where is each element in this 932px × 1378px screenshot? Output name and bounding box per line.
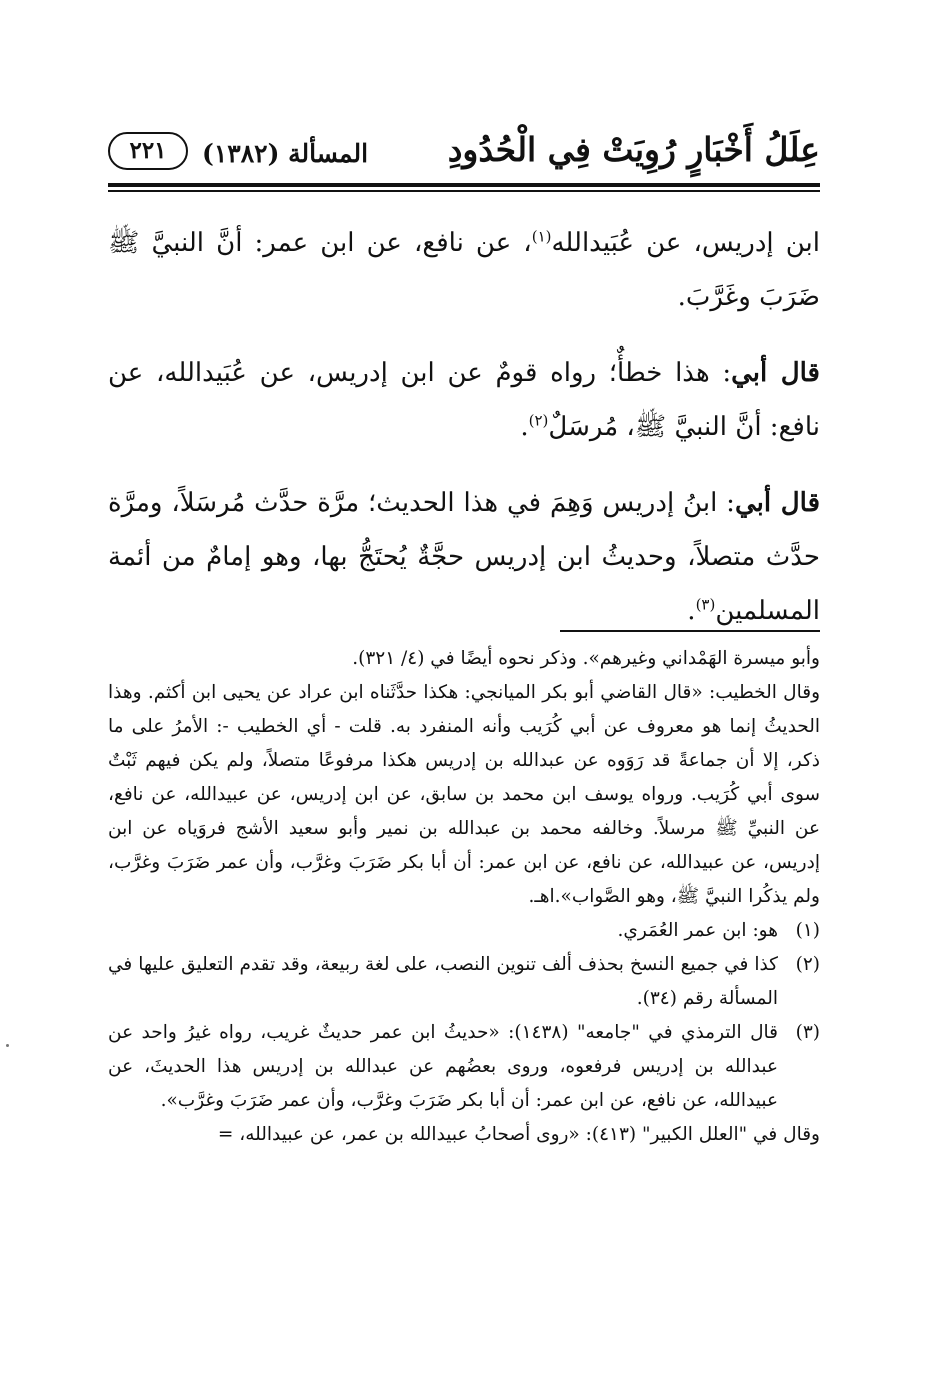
paragraph	[108, 476, 820, 638]
running-header	[108, 128, 820, 178]
speaker-label: قال أبي	[731, 358, 820, 388]
footnote-ref: (٢)	[528, 411, 549, 430]
footnote-ref: (٣)	[695, 595, 716, 614]
paragraph	[108, 216, 820, 324]
issue-label: المسألة (١٣٨٢)	[202, 139, 369, 168]
margin-dot	[6, 1044, 9, 1047]
footnote-continuation: وأبو ميسرة الهَمْداني وغيرهم». وذكر نحوه أيضًا في (٤/ ٣٢١).	[352, 648, 820, 669]
header-rule-thick	[108, 183, 820, 187]
footnote-text: كذا في جميع النسخ بحذف ألف تنوين النصب، على لغة ربيعة، وقد تقدم التعليق عليها في المسألة رقم (٣٤).	[108, 954, 778, 1009]
header-rule-thin	[108, 190, 820, 192]
speaker-label: قال أبي	[734, 488, 820, 518]
footnote-separator	[560, 630, 820, 632]
footnote-item	[108, 914, 820, 948]
paragraph-text: : ابنُ إدريس وَهِمَ في هذا الحديث؛ مرَّة حدَّث مُرسَلاً، ومرَّة حدَّث متصلاً، وحديثُ ابن إدريس حجَّةٌ يُحتَجُّ بها، وهو إمامٌ من أئمة المسلمين	[108, 488, 820, 626]
footnote-text: قال الترمذي في "جامعه" (١٤٣٨): «حديثُ ابن عمر حديثٌ غريب، رواه غيرُ واحد عن عبدالله بن إدريس فرفعوه، وروى بعضُهم عن عبدالله بن إدريس هذا الحديثَ، عن عبيدالله، عن نافع، عن ابن عمر: أن أبا بكر ضَرَبَ وغرَّب، وأن عمر ضَرَبَ وغرَّب».	[108, 1022, 778, 1111]
paragraph-text: .	[520, 412, 529, 442]
footnote-ref: (١)	[531, 227, 552, 246]
footnote-continuation: وقال الخطيب: «قال القاضي أبو بكر الميانجي: هكذا حدَّثَناه ابن عراد عن يحيى ابن أكثم. وهذا الحديثُ إنما هو معروف عن أبي كُرَيب وأنه المنفرد به. قلت - أي الخطيب -: الأمرُ على ما ذكر، إلا أن جماعةً قد رَوَوه عن عبدالله بن إدريس هكذا مرفوعًا متصلاً، ولم يكن فيهم ثَبْتٌ سوى أبي كُرَيب. ورواه يوسف ابن محمد بن سابق، عن ابن إدريس، عن عبيدالله، عن نافع، عن النبيِّ ﷺ مرسلاً. وخالفه محمد بن عبدالله بن نمير وأبو سعيد الأشج فروَياه عن ابن إدريس، عن عبيدالله، عن نافع، عن ابن عمر: أن أبا بكر ضَرَبَ وغرَّب، وأن عمر ضَرَبَ وغرَّب، ولم يذكُرا النبيَّ ﷺ، وهو الصَّواب».اهـ.	[108, 682, 820, 907]
page-number: ٢٢١	[108, 132, 188, 170]
footnote-number: (٣)	[795, 1022, 820, 1043]
footnote-number: (١)	[795, 920, 820, 941]
book-title: عِلَلُ أَخْبَارٍ رُوِيَتْ فِي الْحُدُودِ	[447, 130, 820, 169]
paragraph-text: .	[687, 596, 696, 626]
footnote-number: (٢)	[795, 954, 820, 975]
footnote-text: هو: ابن عمر العُمَري.	[617, 920, 778, 941]
paragraph	[108, 346, 820, 454]
paragraph-text: ابن إدريس، عن عُبَيدالله	[551, 228, 820, 258]
paragraph-text: : هذا خطأٌ؛ رواه قومٌ عن ابن إدريس، عن عُبَيدالله، عن نافع: أنَّ النبيَّ ﷺ، مُرسَلٌ	[108, 358, 820, 442]
paragraph-text: ، عن نافع، عن ابن عمر: أنَّ النبيَّ ﷺ ضَرَبَ وغَرَّبَ.	[108, 228, 820, 312]
footnote-continued-line: وقال في "العلل الكبير" (٤١٣): «روى أصحابُ عبيدالله بن عمر، عن عبيدالله، =	[217, 1124, 820, 1145]
footnote-item	[108, 1016, 820, 1118]
footnote-item	[108, 948, 820, 1016]
footnotes	[108, 642, 820, 1152]
main-text	[108, 216, 820, 660]
